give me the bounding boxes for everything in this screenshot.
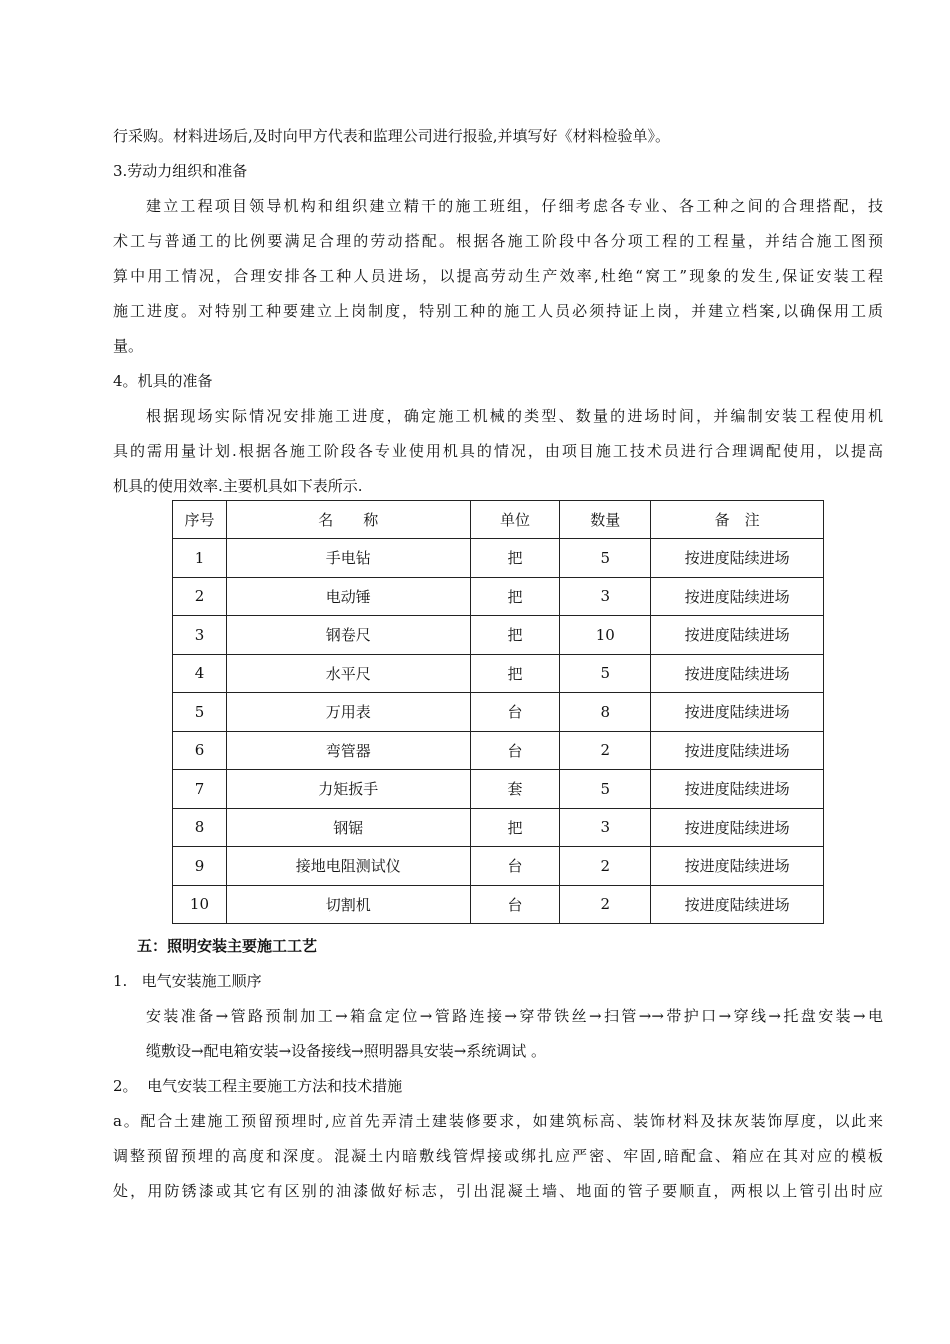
- cell-index: 4: [173, 654, 227, 693]
- table-row: [173, 808, 824, 847]
- section-heading-lighting: 五：照明安装主要施工工艺: [137, 937, 318, 955]
- cell-name: 电动锤: [226, 577, 470, 616]
- paragraph-line: 行采购。材料进场后,及时向甲方代表和监理公司进行报验,并填写好《材料检验单》。: [113, 127, 671, 145]
- cell-index: 9: [173, 847, 227, 886]
- cell-index: 6: [173, 731, 227, 770]
- paragraph-line: 算中用工情况，合理安排各工种人员进场，以提高劳动生产效率,杜绝“窝工”现象的发生,保证安装工程: [113, 267, 883, 285]
- cell-remark: 按进度陆续进场: [651, 577, 824, 616]
- cell-name: 弯管器: [226, 731, 470, 770]
- cell-unit: 把: [470, 539, 560, 578]
- tools-table: [172, 500, 824, 924]
- paragraph-line: 施工进度。对特别工种要建立上岗制度，特别工种的施工人员必须持证上岗，并建立档案,以确保用工质: [113, 302, 883, 320]
- cell-remark: 按进度陆续进场: [651, 770, 824, 809]
- cell-name: 切割机: [226, 885, 470, 924]
- header-index: 序号: [173, 501, 227, 539]
- cell-name: 钢卷尺: [226, 616, 470, 655]
- paragraph-line: 根据现场实际情况安排施工进度，确定施工机械的类型、数量的进场时间，并编制安装工程使用机: [146, 407, 883, 425]
- cell-remark: 按进度陆续进场: [651, 885, 824, 924]
- cell-name: 万用表: [226, 693, 470, 732]
- subsection-heading-sequence: 1. 电气安装施工顺序: [113, 972, 262, 990]
- paragraph-line: 调整预留预埋的高度和深度。混凝土内暗敷线管焊接或绑扎应严密、牢固,暗配盒、箱应在其对应的模板: [113, 1147, 883, 1165]
- cell-index: 1: [173, 539, 227, 578]
- section-heading-labor: 3.劳动力组织和准备: [113, 162, 248, 180]
- cell-remark: 按进度陆续进场: [651, 808, 824, 847]
- table-header-row: [173, 501, 824, 539]
- table-row: [173, 539, 824, 578]
- table-row: [173, 731, 824, 770]
- cell-index: 2: [173, 577, 227, 616]
- paragraph-line: 安装准备→管路预制加工→箱盒定位→管路连接→穿带铁丝→扫管→→带护口→穿线→托盘安装→电: [146, 1007, 883, 1025]
- cell-quantity: 2: [560, 731, 651, 770]
- cell-name: 接地电阻测试仪: [226, 847, 470, 886]
- cell-unit: 台: [470, 847, 560, 886]
- paragraph-line: 缆敷设→配电箱安装→设备接线→照明器具安装→系统调试 。: [146, 1042, 547, 1060]
- cell-remark: 按进度陆续进场: [651, 654, 824, 693]
- cell-quantity: 10: [560, 616, 651, 655]
- cell-remark: 按进度陆续进场: [651, 693, 824, 732]
- cell-remark: 按进度陆续进场: [651, 539, 824, 578]
- cell-unit: 把: [470, 577, 560, 616]
- paragraph-line: 具的需用量计划.根据各施工阶段各专业使用机具的情况，由项目施工技术员进行合理调配使用，以提高: [113, 442, 883, 460]
- paragraph-line: 量。: [113, 337, 144, 355]
- cell-quantity: 5: [560, 654, 651, 693]
- cell-unit: 台: [470, 693, 560, 732]
- cell-index: 8: [173, 808, 227, 847]
- cell-unit: 把: [470, 808, 560, 847]
- table-row: [173, 654, 824, 693]
- cell-quantity: 5: [560, 539, 651, 578]
- cell-quantity: 5: [560, 770, 651, 809]
- paragraph-line: 机具的使用效率.主要机具如下表所示.: [113, 477, 363, 495]
- header-unit: 单位: [470, 501, 560, 539]
- cell-unit: 台: [470, 885, 560, 924]
- cell-index: 10: [173, 885, 227, 924]
- cell-index: 5: [173, 693, 227, 732]
- table-row: [173, 885, 824, 924]
- cell-unit: 台: [470, 731, 560, 770]
- cell-remark: 按进度陆续进场: [651, 847, 824, 886]
- table-row: [173, 770, 824, 809]
- cell-index: 3: [173, 616, 227, 655]
- paragraph-line: 术工与普通工的比例要满足合理的劳动搭配。根据各施工阶段中各分项工程的工程量，并结合施工图预: [113, 232, 883, 250]
- paragraph-line: a。配合土建施工预留预埋时,应首先弄清土建装修要求，如建筑标高、装饰材料及抹灰装饰厚度，以此来: [113, 1112, 883, 1130]
- cell-name: 水平尺: [226, 654, 470, 693]
- header-remark: 备 注: [651, 501, 824, 539]
- table-row: [173, 577, 824, 616]
- cell-quantity: 8: [560, 693, 651, 732]
- cell-name: 钢锯: [226, 808, 470, 847]
- cell-quantity: 3: [560, 577, 651, 616]
- table-row: [173, 616, 824, 655]
- cell-remark: 按进度陆续进场: [651, 616, 824, 655]
- table-row: [173, 847, 824, 886]
- cell-name: 手电钻: [226, 539, 470, 578]
- section-heading-tools: 4。机具的准备: [113, 372, 213, 390]
- header-name: 名 称: [226, 501, 470, 539]
- cell-quantity: 2: [560, 885, 651, 924]
- paragraph-line: 处，用防锈漆或其它有区别的油漆做好标志，引出混凝土墙、地面的管子要顺直，两根以上管引出时应: [113, 1182, 883, 1200]
- subsection-heading-methods: 2。 电气安装工程主要施工方法和技术措施: [113, 1077, 403, 1095]
- cell-remark: 按进度陆续进场: [651, 731, 824, 770]
- cell-quantity: 3: [560, 808, 651, 847]
- header-quantity: 数量: [560, 501, 651, 539]
- cell-index: 7: [173, 770, 227, 809]
- cell-unit: 套: [470, 770, 560, 809]
- table-row: [173, 693, 824, 732]
- cell-unit: 把: [470, 616, 560, 655]
- cell-name: 力矩扳手: [226, 770, 470, 809]
- paragraph-line: 建立工程项目领导机构和组织建立精干的施工班组，仔细考虑各专业、各工种之间的合理搭配，技: [146, 197, 883, 215]
- cell-unit: 把: [470, 654, 560, 693]
- cell-quantity: 2: [560, 847, 651, 886]
